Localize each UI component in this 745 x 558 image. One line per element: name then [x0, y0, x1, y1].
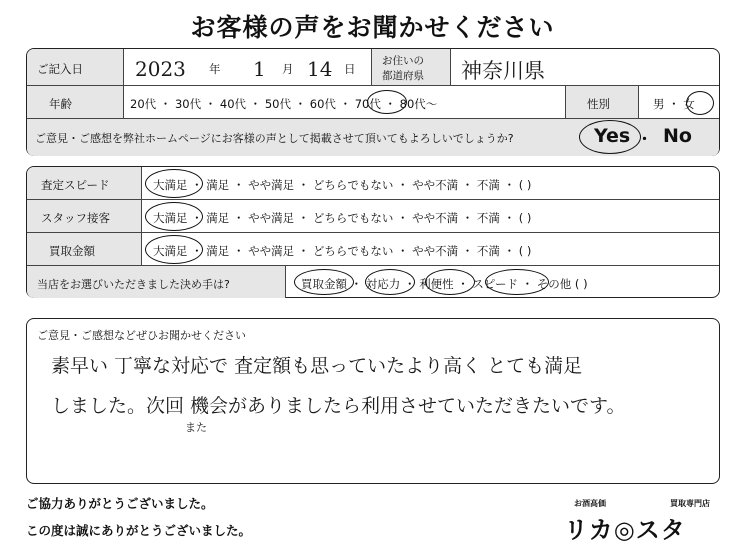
rating-scale: 大満足 ・ 満足 ・ やや満足 ・ どちらでもない ・ やや不満 ・ 不満 ・ ( )	[153, 178, 532, 192]
logo-tagline-right: 買取専門店	[670, 499, 710, 508]
comment-line-1: 素早い 丁寧な対応で 査定額も思っていたより高く とても満足	[51, 355, 583, 377]
rating-selected-circle	[145, 169, 203, 198]
reason-options: 買取金額 ・ 対応力 ・ 利便性 ・ スピード ・ その他 ( )	[301, 277, 588, 291]
age-selected-circle	[367, 90, 407, 114]
age-label: 年齢	[49, 97, 72, 111]
footer-thanks-1: ご協力ありがとうございました。	[26, 496, 214, 511]
reason-circle-service	[365, 269, 415, 295]
reason-circle-speed	[485, 269, 549, 295]
date-year: 2023	[135, 57, 186, 81]
publish-yes: Yes	[594, 125, 631, 147]
gender-options: 男 ・ 女	[653, 97, 695, 111]
rating-label: 買取金額	[49, 244, 95, 258]
month-unit: 月	[282, 62, 294, 76]
logo-name: リカ◎スタ	[564, 516, 686, 544]
footer-thanks-2: この度は誠にありがとうございました。	[26, 523, 252, 538]
comment-line-2: しました。次回 機会がありましたら利用させていただきたいです。	[51, 395, 626, 417]
day-unit: 日	[344, 62, 356, 76]
address-value: 神奈川県	[461, 59, 545, 83]
rating-label: 査定スピード	[41, 178, 110, 192]
reason-row	[27, 266, 719, 298]
rating-row	[27, 233, 719, 266]
rating-scale: 大満足 ・ 満足 ・ やや満足 ・ どちらでもない ・ やや不満 ・ 不満 ・ ( )	[153, 244, 532, 258]
date-day: 14	[307, 57, 333, 81]
publish-selected-circle	[579, 120, 641, 154]
gender-selected-circle	[686, 91, 714, 115]
date-label: ご記入日	[37, 62, 83, 76]
publish-question: ご意見・ご感想を弊社ホームページにお客様の声として掲載させて頂いてもよろしいでしょうか?	[35, 132, 514, 145]
reason-circle-price	[294, 269, 354, 295]
reason-label: 当店をお選びいただきました決め手は?	[37, 278, 230, 291]
info-form	[26, 48, 720, 156]
rating-scale: 大満足 ・ 満足 ・ やや満足 ・ どちらでもない ・ やや不満 ・ 不満 ・ ( )	[153, 211, 532, 225]
rating-row	[27, 200, 719, 233]
comment-box	[26, 318, 720, 484]
comment-insert: また	[185, 421, 207, 434]
comment-label: ご意見・ご感想などぜひお聞かせください	[37, 329, 246, 342]
gender-label: 性別	[587, 97, 610, 111]
rating-selected-circle	[145, 235, 203, 264]
logo-tagline-left: お酒高価	[574, 499, 606, 508]
page-title: お客様の声をお聞かせください	[190, 13, 555, 42]
age-options: 20代 ・ 30代 ・ 40代 ・ 50代 ・ 60代 ・ 70代 ・ 80代〜	[130, 97, 438, 111]
year-unit: 年	[209, 62, 221, 76]
publish-dot: ・	[637, 130, 653, 148]
date-row	[27, 49, 719, 86]
address-label-2: 都道府県	[382, 70, 424, 82]
publish-row	[27, 119, 719, 156]
date-month: 1	[253, 57, 266, 81]
rating-form	[26, 166, 720, 298]
publish-no: No	[663, 125, 692, 147]
rating-row	[27, 167, 719, 200]
rating-label: スタッフ接客	[41, 211, 110, 225]
company-logo	[560, 496, 730, 554]
address-label-1: お住いの	[382, 55, 424, 67]
age-row	[27, 86, 719, 119]
reason-circle-convenience	[425, 269, 475, 295]
rating-selected-circle	[145, 202, 203, 231]
